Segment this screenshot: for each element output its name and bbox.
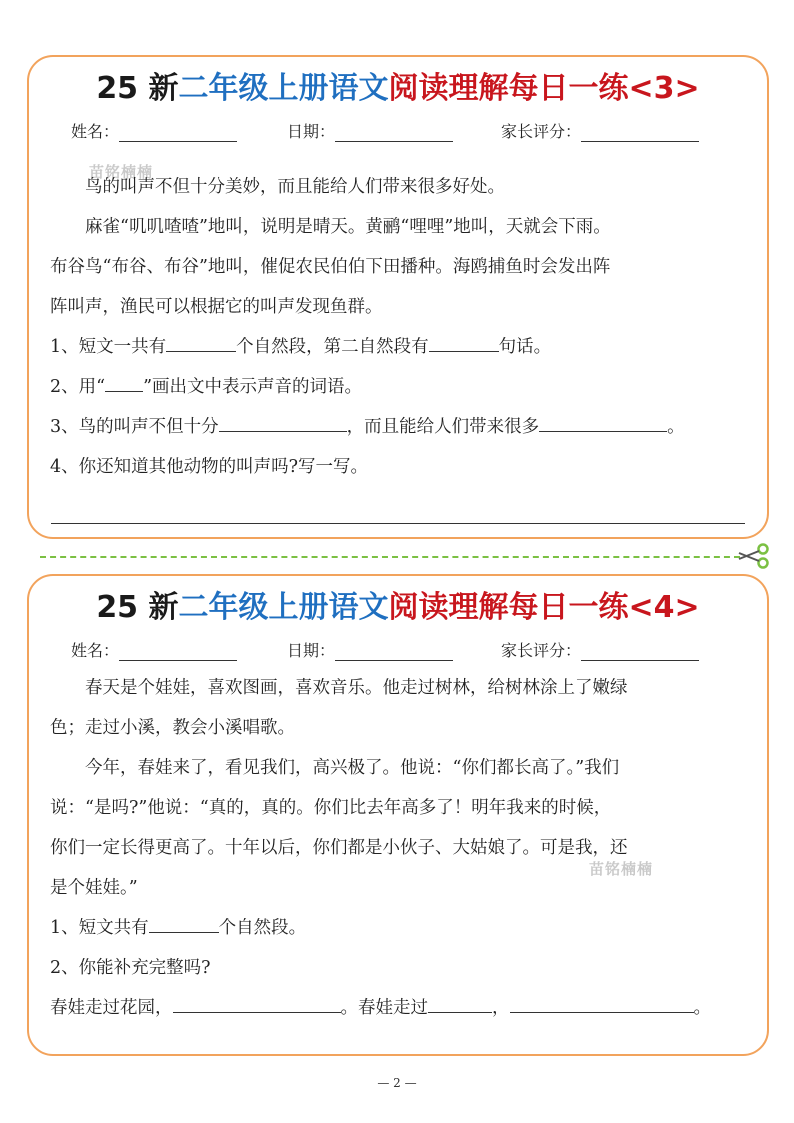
score-blank[interactable] — [581, 642, 699, 661]
student-info-row — [29, 119, 767, 147]
exercise-3-card — [27, 55, 769, 539]
name-field[interactable] — [71, 119, 237, 142]
title-prefix: 25 新 — [96, 71, 179, 106]
answer-blank[interactable] — [428, 992, 492, 1013]
answer-blank[interactable] — [166, 331, 236, 352]
name-blank[interactable] — [119, 123, 237, 142]
exercise-4-title — [29, 588, 767, 628]
paragraph-line: 说：“是吗?”他说：“真的，真的。你们比去年高多了！明年我来的时候， — [50, 798, 612, 818]
score-label: 家长评分： — [501, 122, 582, 141]
cut-line — [40, 556, 740, 558]
watermark: 苗铭楠楠 — [589, 860, 654, 878]
answer-blank[interactable] — [173, 992, 341, 1013]
question-2: 2、用“ ”画出文中表示声音的词语。 — [50, 367, 749, 407]
paragraph-line: 色；走过小溪，教会小溪唱歌。 — [50, 718, 295, 738]
title-prefix: 25 新 — [96, 590, 179, 625]
paragraph-line: 是个娃娃。” — [50, 878, 138, 898]
question-1: 1、短文共有 个自然段。 — [50, 908, 749, 948]
paragraph-line: 麻雀“叽叽喳喳”地叫，说明是晴天。黄鹂“哩哩”地叫，天就会下雨。 — [85, 217, 611, 237]
exercise-4-body — [50, 668, 749, 1028]
paragraph-line: 你们一定长得更高了。十年以后，你们都是小伙子、大姑娘了。可是我，还 — [50, 838, 628, 858]
answer-blank[interactable] — [510, 992, 694, 1013]
fill-in-line: 春娃走过花园， 。春娃走过 ， 。 — [50, 988, 749, 1028]
paragraph: 鸟的叫声不但十分美妙，而且能给人们带来很多好处。 — [85, 177, 505, 197]
answer-blank[interactable] — [539, 411, 667, 432]
title-grade: 二年级上册语文 — [178, 590, 389, 625]
score-field[interactable] — [501, 638, 699, 661]
name-label: 姓名： — [71, 122, 120, 141]
name-blank[interactable] — [119, 642, 237, 661]
date-blank[interactable] — [335, 123, 453, 142]
title-practice: 阅读理解每日一练<4> — [388, 590, 700, 625]
title-practice: 阅读理解每日一练<3> — [388, 71, 700, 106]
question-2: 2、你能补充完整吗? — [50, 958, 211, 978]
question-4: 4、你还知道其他动物的叫声吗?写一写。 — [50, 457, 369, 477]
answer-blank[interactable] — [105, 371, 143, 392]
date-field[interactable] — [287, 119, 453, 142]
name-label: 姓名： — [71, 641, 120, 660]
date-label: 日期： — [287, 122, 336, 141]
exercise-4-card — [27, 574, 769, 1056]
answer-blank[interactable] — [149, 912, 219, 933]
paragraph-line: 今年，春娃来了，看见我们，高兴极了。他说：“你们都长高了。”我们 — [85, 758, 620, 778]
exercise-3-title — [29, 69, 767, 109]
watermark: 苗铭楠楠 — [89, 163, 154, 181]
date-blank[interactable] — [335, 642, 453, 661]
score-field[interactable] — [501, 119, 699, 142]
question-3: 3、鸟的叫声不但十分 ，而且能给人们带来很多 。 — [50, 407, 749, 447]
name-field[interactable] — [71, 638, 237, 661]
date-field[interactable] — [287, 638, 453, 661]
score-label: 家长评分： — [501, 641, 582, 660]
student-info-row — [29, 638, 767, 666]
exercise-3-body — [50, 167, 749, 487]
paragraph-line: 春天是个娃娃，喜欢图画，喜欢音乐。他走过树林，给树林涂上了嫩绿 — [85, 678, 628, 698]
answer-line[interactable] — [51, 523, 745, 524]
answer-blank[interactable] — [429, 331, 499, 352]
answer-blank[interactable] — [219, 411, 347, 432]
date-label: 日期： — [287, 641, 336, 660]
question-1: 1、短文一共有 个自然段，第二自然段有 句话。 — [50, 327, 749, 367]
page-number: — 2 — — [377, 1076, 417, 1090]
score-blank[interactable] — [581, 123, 699, 142]
scissors-icon — [737, 543, 771, 569]
paragraph-line: 阵叫声，渔民可以根据它的叫声发现鱼群。 — [50, 297, 383, 317]
title-grade: 二年级上册语文 — [178, 71, 389, 106]
paragraph-line: 布谷鸟“布谷、布谷”地叫，催促农民伯伯下田播种。海鸥捕鱼时会发出阵 — [50, 257, 611, 277]
